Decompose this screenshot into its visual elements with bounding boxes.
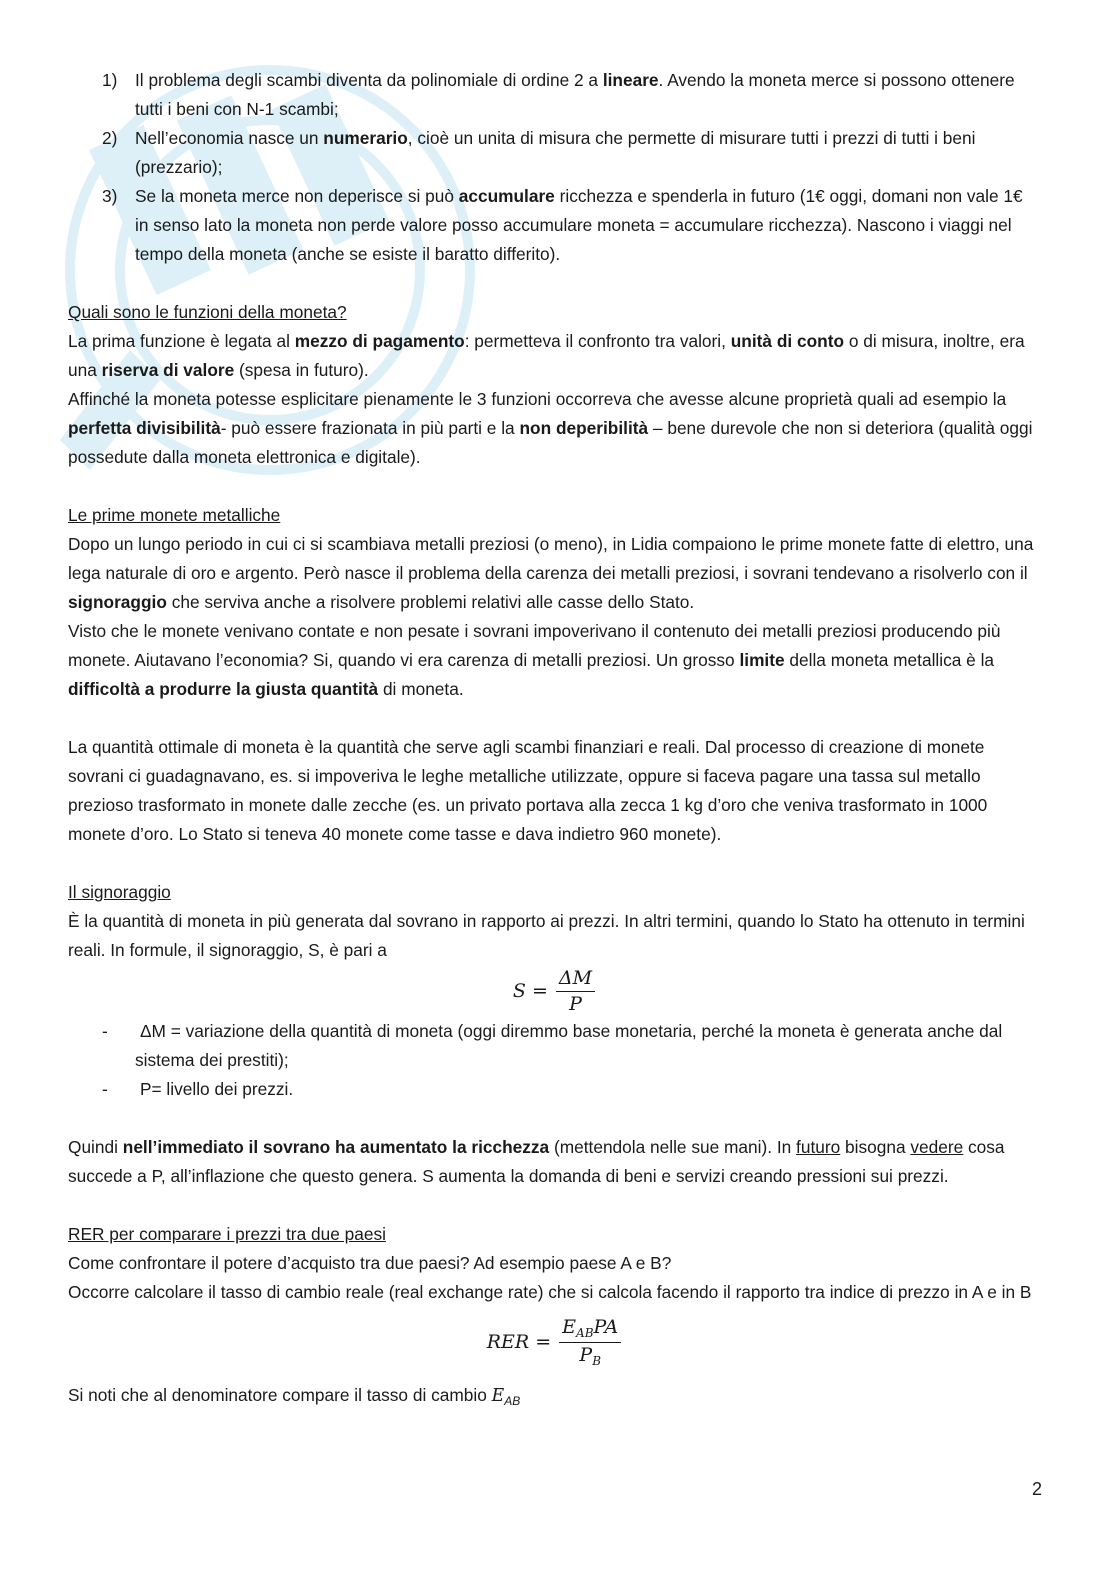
list-item: 2) Nell’economia nasce un numerario, cioè un unita di misura che permette di misurare tutti i prezzi di tutti i beni (prezzario); [102,128,976,177]
list-item: 3) Se la moneta merce non deperisce si può accumulare ricchezza e spenderla in futuro (1€ oggi, domani non vale 1€ in senso lato la moneta non perde valore posso accumulare moneta = accumulare ricchezza). Nascono i viaggi nel tempo della moneta (anche se esiste il baratto differito). [102,186,1023,264]
section-heading: RER per comparare i prezzi tra due paesi [68,1224,386,1244]
paragraph: Si noti che al denominatore compare il tasso di cambio $E_{AB}$ [68,1385,521,1408]
paragraph: La quantità ottimale di moneta è la quantità che serve agli scambi finanziari e reali. Dal processo di creazione di monete sovrani ci guadagnavano, es. si impoveriva le leghe metalliche utilizzate, oppure si faceva pagare una tassa sul metallo prezioso trasformato in monete dalle zecche (es. un privato portava alla zecca 1 kg d’oro che veniva trasformato in 1000 monete d’oro. Lo Stato si teneva 40 monete come tasse e dava indietro 960 monete). [68,737,988,844]
paragraph: Occorre calcolare il tasso di cambio reale (real exchange rate) che si calcola facendo il rapporto tra indice di prezzo in A e in B [68,1282,1032,1302]
paragraph: Dopo un lungo periodo in cui ci si scambiava metalli preziosi (o meno), in Lidia compaiono le prime monete fatte di elettro, una lega naturale di oro e argento. Però nasce il problema della carenza dei metalli preziosi, i sovrani tendevano a risolverlo con il signoraggio che serviva anche a risolvere problemi relativi alle casse dello Stato. [68,534,1034,612]
document-page [68,66,1040,1416]
paragraph: Affinché la moneta potesse esplicitare pienamente le 3 funzioni occorreva che avesse alcune proprietà quali ad esempio la perfetta divisibilità- può essere frazionata in più parti e la non deperibilità – bene durevole che non si deteriora (qualità oggi possedute dalla moneta elettronica e digitale). [68,389,1033,467]
numbered-list [68,66,1040,269]
bullet-list [68,1017,1040,1104]
section-heading: Le prime monete metalliche [68,505,281,525]
section-heading: Il signoraggio [68,882,171,902]
list-item: - P= livello dei prezzi. [102,1079,294,1099]
signoraggio-formula: S = $\frac{\Delta M}{P}$ [68,963,1040,1019]
list-item: 1) Il problema degli scambi diventa da polinomiale di ordine 2 a lineare. Avendo la moneta merce si possono ottenere tutti i beni con N-1 scambi; [102,70,1015,119]
rer-formula: RER = $\frac{E_{AB}PA}{P_B}$ [68,1309,1040,1375]
paragraph: La prima funzione è legata al mezzo di pagamento: permetteva il confronto tra valori, unità di conto o di misura, inoltre, era una riserva di valore (spesa in futuro). [68,331,1025,380]
section-heading: Quali sono le funzioni della moneta? [68,302,347,322]
paragraph: Quindi nell’immediato il sovrano ha aumentato la ricchezza (mettendola nelle sue mani). In futuro bisogna vedere cosa succede a P, all’inflazione che questo genera. S aumenta la domanda di beni e servizi creando pressioni sui prezzi. [68,1137,1005,1186]
page-number: 2 [1031,1479,1042,1499]
list-item: - ΔM = variazione della quantità di moneta (oggi diremmo base monetaria, perché la moneta è generata anche dal sistema dei prestiti); [102,1021,1003,1070]
paragraph: È la quantità di moneta in più generata dal sovrano in rapporto ai prezzi. In altri termini, quando lo Stato ha ottenuto in termini reali. In formule, il signoraggio, S, è pari a [68,911,1025,960]
paragraph: Come confrontare il potere d’acquisto tra due paesi? Ad esempio paese A e B? [68,1253,672,1273]
paragraph: Visto che le monete venivano contate e non pesate i sovrani impoverivano il contenuto dei metalli preziosi producendo più monete. Aiutavano l’economia? Si, quando vi era carenza di metalli preziosi. Un grosso limite della moneta metallica è la difficoltà a produrre la giusta quantità di moneta. [68,621,1001,699]
